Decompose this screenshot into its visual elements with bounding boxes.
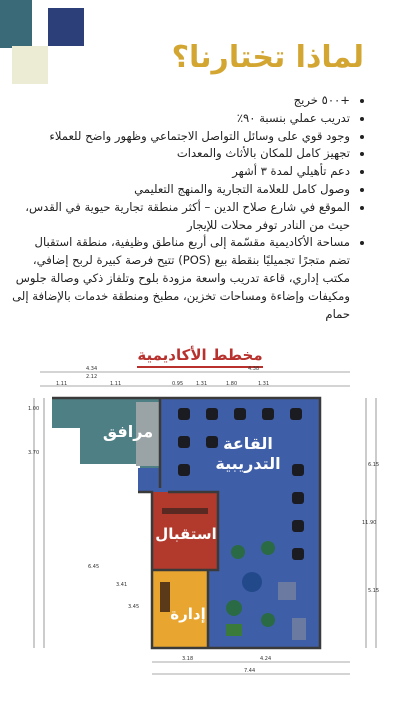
dimension-label: 4.24 [260,656,272,662]
list-item: • مساحة الأكاديمية مقسّمة إلى أربع مناطق وظيفية، منطقة استقبال تضم متجرًا تجميليًا بنقطة بيع (POS) تتيح فرصة كبيرة لربح إضافي، مكتب إداري، قاعة تدريب واسعة مزودة بلوح وتلفاز ذكي وصالة جلوس ومكيفات وإضاءة ومساحات تخزين، مطبخ ومنطقة خدمات بالإضافة إلى حمام [10,234,350,323]
dimension-label: 1.11 [56,381,68,387]
list-item: • دعم تأهيلي لمدة ٣ أشهر [10,163,350,181]
dimension-label: 3.70 [28,450,40,456]
reasons-list [10,92,362,323]
page-title: لماذا تختارنا؟ [171,40,364,75]
room-label-reception: استقبال [155,525,217,543]
dimension-label: 1.31 [196,381,208,387]
dimension-label: 6.45 [88,564,100,570]
floor-plan-title: مخطط الأكاديمية [137,346,263,364]
dimension-label: 1.31 [258,381,270,387]
dimension-label: 7.44 [244,668,256,674]
training-hall-corridor [138,468,168,492]
dimension-label: 1.11 [110,381,122,387]
reception-desk [162,508,208,514]
room-label-training-hall-line1: القاعة [223,434,273,453]
dimension-label: 4.38 [248,366,260,372]
dimension-label: 4.34 [86,366,98,372]
list-item: • +٥٠٠ خريج [10,92,350,110]
dimension-label: 1.00 [28,406,40,412]
room-label-utilities: مرافق [102,422,154,441]
room-label-admin: إدارة [170,605,206,623]
dimension-label: 3.18 [182,656,194,662]
corner-block-teal [0,0,32,48]
room-label-training-hall-line2: التدريبية [215,454,281,473]
dimension-label: 3.41 [116,582,128,588]
dimension-label: 11.90 [362,520,377,526]
corner-block-navy [48,8,84,46]
dimension-label: 5.15 [368,588,380,594]
dimension-label: 2.12 [86,374,98,380]
corner-block-cream [12,46,48,84]
list-item: • وجود قوي على وسائل التواصل الاجتماعي وظهور واضح للعملاء [10,128,350,146]
list-item: • الموقع في شارع صلاح الدين – أكثر منطقة تجارية حيوية في القدس، حيث من النادر توفر محلات للإيجار [10,199,350,235]
list-item: • تدريب عملي بنسبة ٩٠٪ [10,110,350,128]
room-label-training-hall [198,434,298,474]
dimension-label: 3.45 [128,604,140,610]
list-item: • وصول كامل للعلامة التجارية والمنهج التعليمي [10,181,350,199]
dimension-label: 0.95 [172,381,184,387]
dimension-label: 1.80 [226,381,238,387]
dimension-label: 6.15 [368,462,380,468]
list-item: • تجهيز كامل للمكان بالأثاث والمعدات [10,145,350,163]
floor-plan [30,368,382,680]
